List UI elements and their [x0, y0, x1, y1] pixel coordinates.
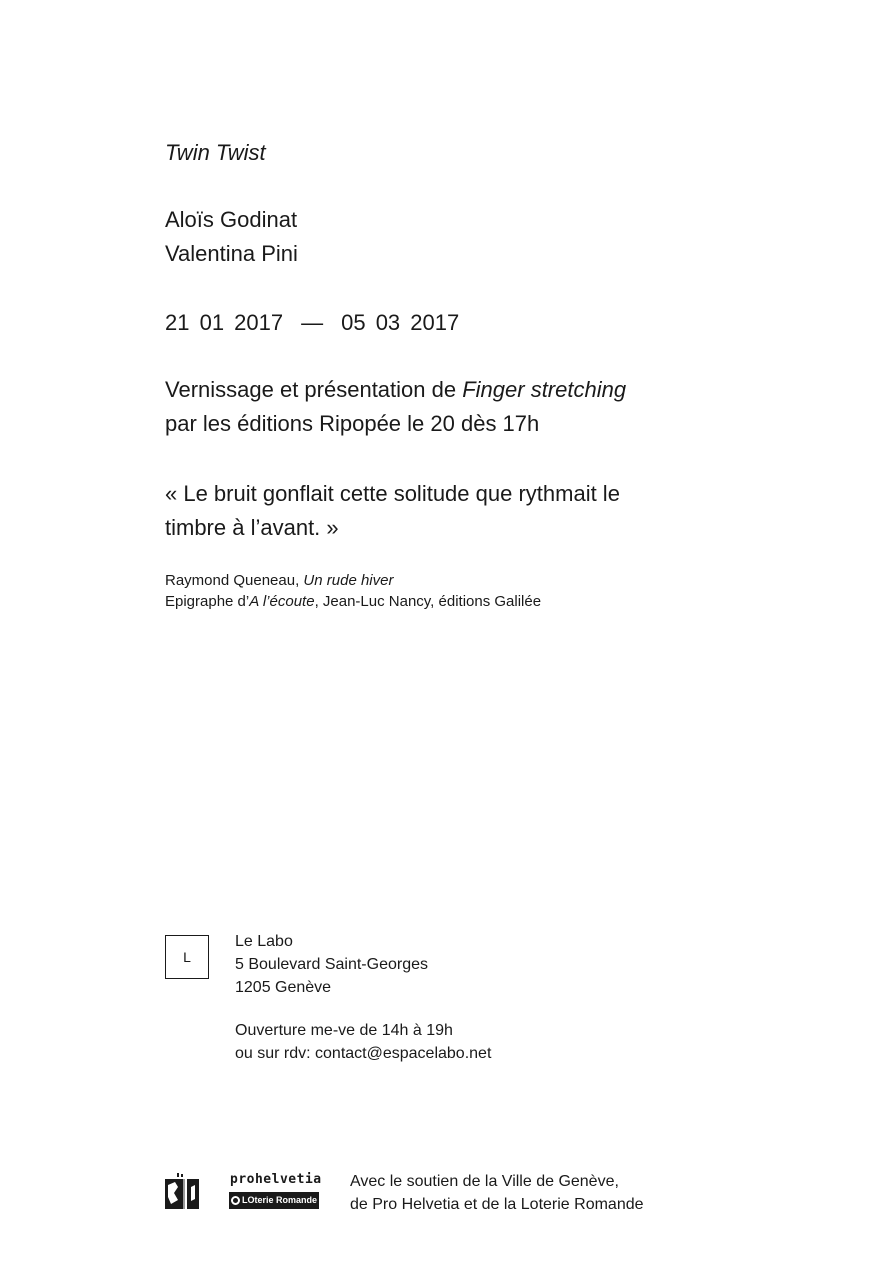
- epigraph-suffix: , Jean-Luc Nancy, éditions Galilée: [314, 593, 542, 610]
- date-separator: —: [301, 310, 324, 335]
- venue-street: 5 Boulevard Saint-Georges: [235, 956, 428, 973]
- vernissage-prefix: Vernissage et présentation de: [165, 377, 463, 402]
- epigraph-title: A l’écoute: [249, 593, 315, 610]
- support-credits: [350, 1170, 644, 1216]
- start-date: 21 01 2017: [165, 310, 284, 335]
- credit-author: Raymond Queneau,: [165, 572, 304, 589]
- credit-book: Un rude hiver: [303, 572, 394, 589]
- support-line-2: de Pro Helvetia et de la Loterie Romande: [350, 1196, 644, 1213]
- quote-line-2: timbre à l’avant. »: [165, 515, 339, 540]
- artist-name: Aloïs Godinat: [165, 207, 298, 232]
- epigraph-prefix: Epigraphe d’: [165, 593, 250, 610]
- opening-hours: [235, 1019, 491, 1065]
- ville-de-geneve-logo: [165, 1173, 205, 1209]
- quote-line-1: « Le bruit gonflait cette solitude que rythmait le: [165, 481, 620, 506]
- hours-line: Ouverture me-ve de 14h à 19h: [235, 1022, 453, 1039]
- exhibition-title: Twin Twist: [165, 140, 266, 165]
- venue-name: Le Labo: [235, 933, 293, 950]
- logo-letter: L: [183, 949, 191, 965]
- credit-epigraph-line: [165, 591, 541, 612]
- contact-line: ou sur rdv: contact@espacelabo.net: [235, 1045, 492, 1062]
- venue-address: [235, 930, 428, 999]
- loterie-ring-icon: [231, 1196, 240, 1205]
- epigraph-quote: [165, 477, 620, 545]
- loterie-romande-logo: [229, 1192, 319, 1209]
- quote-credit: [165, 570, 541, 612]
- prohelvetia-logo: prohelvetia: [230, 1172, 322, 1187]
- support-line-1: Avec le soutien de la Ville de Genève,: [350, 1173, 619, 1190]
- publication-title: Finger stretching: [462, 377, 627, 402]
- vernissage-text: [165, 373, 626, 441]
- credit-author-line: [165, 570, 541, 591]
- artist-name: Valentina Pini: [165, 241, 298, 266]
- exhibition-dates: [165, 306, 459, 340]
- venue-city: 1205 Genève: [235, 979, 332, 996]
- artist-list: [165, 203, 298, 271]
- vernissage-line-2: par les éditions Ripopée le 20 dès 17h: [165, 411, 540, 436]
- le-labo-logo: [165, 935, 209, 979]
- loterie-logo-text: LOterie Romande: [242, 1195, 318, 1205]
- end-date: 05 03 2017: [341, 310, 460, 335]
- vernissage-line-1: [165, 373, 626, 407]
